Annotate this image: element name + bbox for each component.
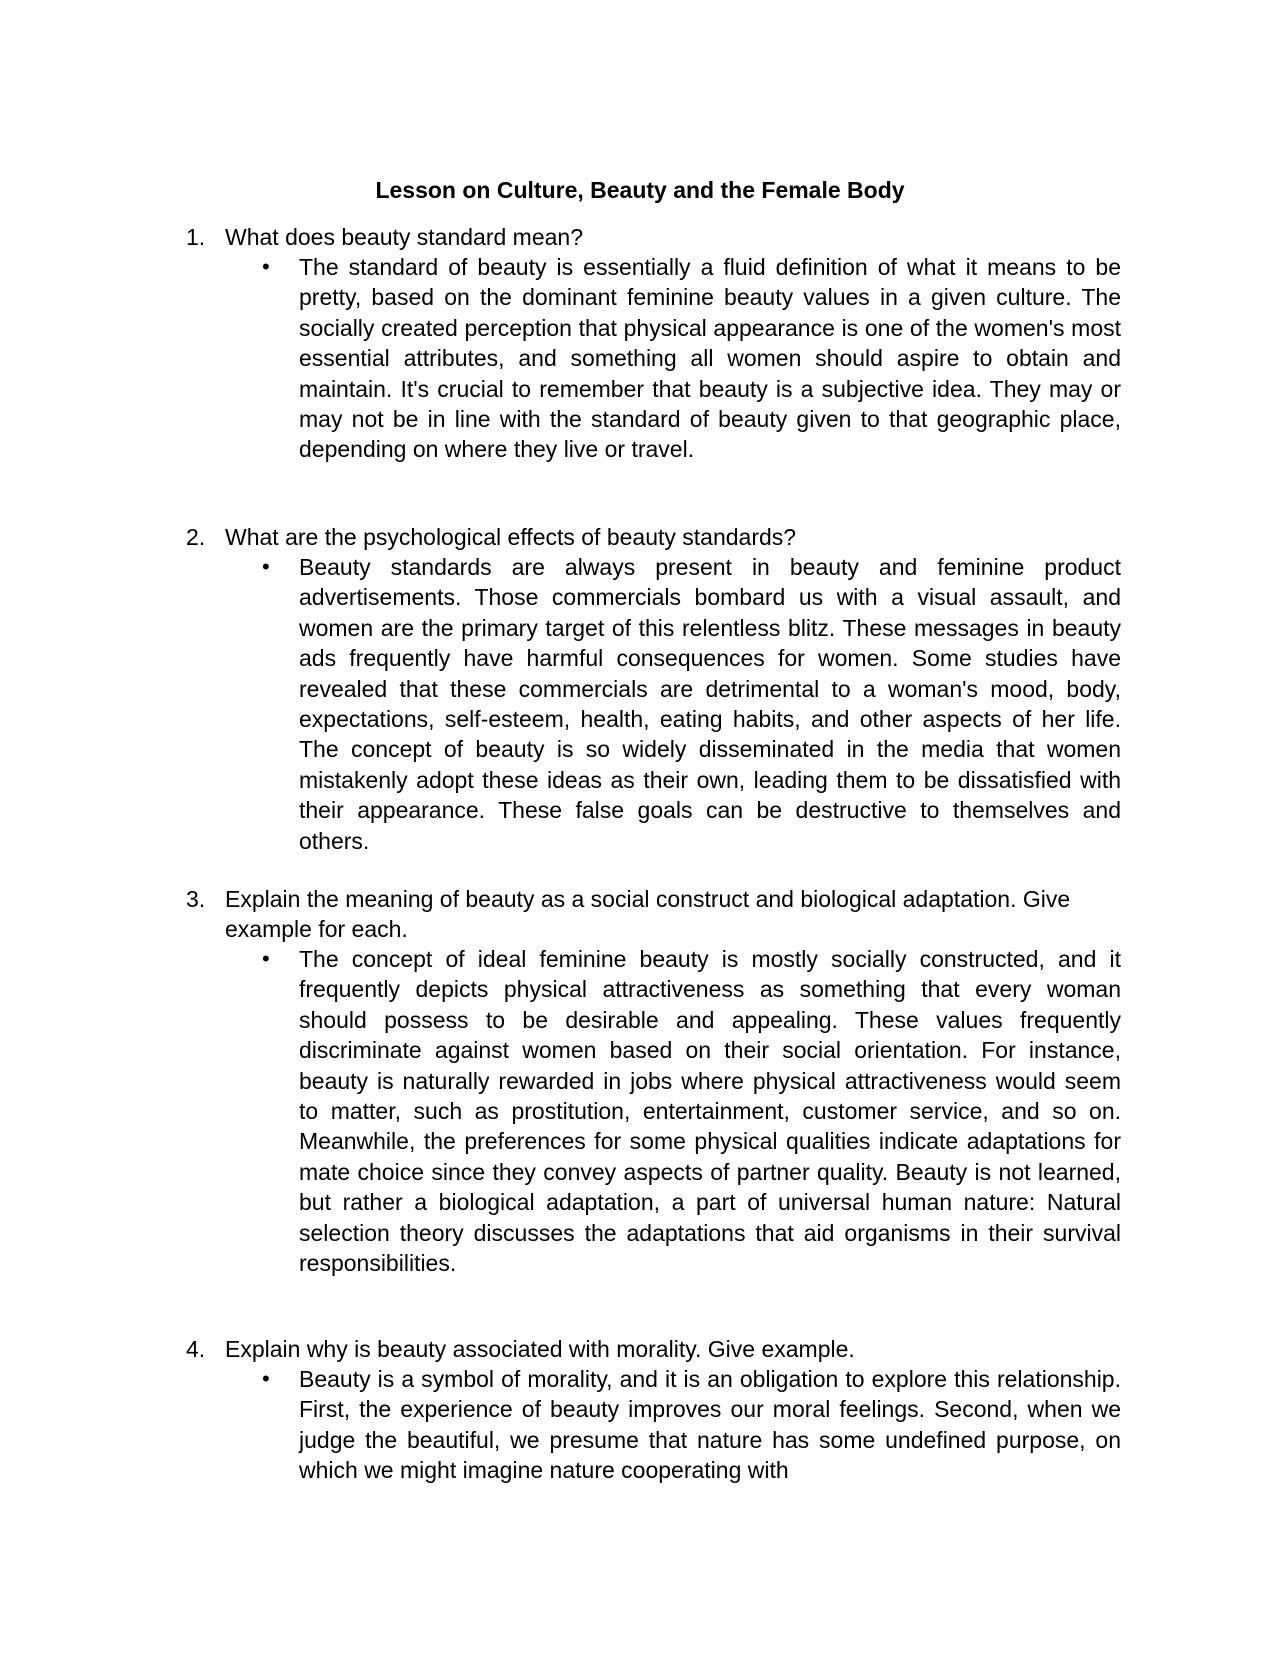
item-number: 4. xyxy=(186,1336,206,1362)
document-title: Lesson on Culture, Beauty and the Female Body xyxy=(375,177,905,203)
answer-text: The standard of beauty is essentially a fluid definition of what it means to be pretty, based on the dominant feminine beauty values in a given culture. The socially created perception that physical appearance is one of the women's most essential attributes, and something all women should aspire to obtain and maintain. It's crucial to remember that beauty is a subjective idea. They may or may not be in line with the standard of beauty given to that geographic place, depending on where they live or travel. xyxy=(299,254,1121,463)
question-text: What does beauty standard mean? xyxy=(225,224,584,250)
item-number: 3. xyxy=(186,886,206,912)
item-number: 2. xyxy=(186,524,206,550)
bullet-icon: • xyxy=(262,946,270,971)
bullet-icon: • xyxy=(262,254,270,279)
bullet-icon: • xyxy=(262,554,270,579)
question-text: Explain the meaning of beauty as a social construct and biological adaptation. Give example for each. xyxy=(225,886,1071,942)
answer-text: The concept of ideal feminine beauty is mostly socially constructed, and it frequently depicts physical attractiveness as something that every woman should possess to be desirable and appealing. These values frequently discriminate against women based on their social orientation. For instance, beauty is naturally rewarded in jobs where physical attractiveness would seem to matter, such as prostitution, entertainment, customer service, and so on. Meanwhile, the preferences for some physical qualities indicate adaptations for mate choice since they convey aspects of partner quality. Beauty is not learned, but rather a biological adaptation, a part of universal human nature: Natural selection theory discusses the adaptations that aid organisms in their survival responsibilities. xyxy=(299,946,1121,1277)
answer-text: Beauty is a symbol of morality, and it is an obligation to explore this relationship. First, the experience of beauty improves our moral feelings. Second, when we judge the beautiful, we presume that nature has some undefined purpose, on which we might imagine nature cooperating with xyxy=(299,1366,1121,1484)
question-text: Explain why is beauty associated with morality. Give example. xyxy=(225,1336,855,1362)
bullet-icon: • xyxy=(262,1366,270,1391)
question-text: What are the psychological effects of beauty standards? xyxy=(225,524,797,550)
item-number: 1. xyxy=(186,224,206,250)
answer-text: Beauty standards are always present in beauty and feminine product advertisements. Those commercials bombard us with a visual assault, and women are the primary target of this relentless blitz. These messages in beauty ads frequently have harmful consequences for women. Some studies have revealed that these commercials are detrimental to a woman's mood, body, expectations, self-esteem, health, eating habits, and other aspects of her life. The concept of beauty is so widely disseminated in the media that women mistakenly adopt these ideas as their own, leading them to be dissatisfied with their appearance. These false goals can be destructive to themselves and others. xyxy=(299,554,1121,854)
